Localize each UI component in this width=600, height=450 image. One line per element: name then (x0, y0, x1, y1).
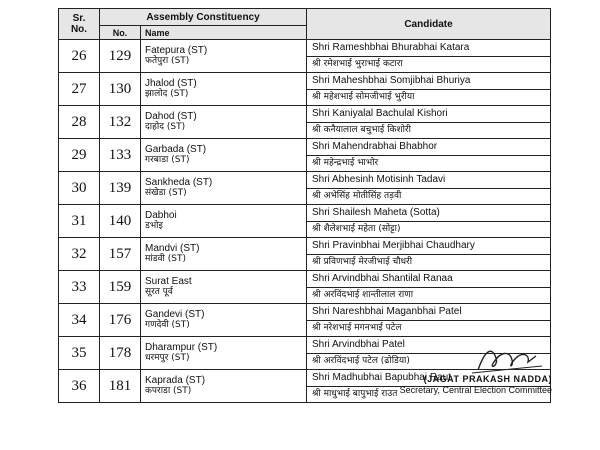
constituency-name-cell (141, 337, 307, 370)
candidate-name-hindi: श्री अरविंदभाई शान्तीलाल राणा (312, 290, 414, 300)
candidate-name-english: Shri Kaniyalal Bachulal Kishori (307, 106, 550, 123)
constituency-name-cell (141, 40, 307, 73)
serial-number: 33 (59, 271, 100, 304)
header-candidate: Candidate (307, 9, 551, 40)
constituency-number: 178 (100, 337, 141, 370)
candidate-name-english: Shri Pravinbhai Merjibhai Chaudhary (307, 238, 550, 255)
header-ac-name: Name (141, 26, 307, 40)
candidate-name-english: Shri Mahendrabhai Bhabhor (307, 139, 550, 156)
constituency-name-hindi: कपराडा (ST) (145, 386, 192, 396)
constituency-name-english: Jhalod (ST) (145, 78, 197, 89)
constituency-number: 133 (100, 139, 141, 172)
serial-number: 36 (59, 370, 100, 403)
table-row (59, 139, 551, 172)
candidate-name-english: Shri Arvindbhai Patel (307, 337, 550, 354)
candidate-name-hindi: श्री रमेशभाई भुराभाई कटारा (312, 59, 403, 69)
candidate-cell (307, 40, 551, 73)
candidate-name-hindi: श्री प्रविणभाई मेरजीभाई चौधरी (312, 257, 413, 267)
candidate-name-hindi: श्री महेन्द्रभाई भाभोर (312, 158, 379, 168)
table-row (59, 205, 551, 238)
constituency-name-hindi: दाहोद (ST) (145, 122, 186, 132)
constituency-number: 129 (100, 40, 141, 73)
candidate-name-english: Shri Nareshbhai Maganbhai Patel (307, 304, 550, 321)
constituency-name-english: Dahod (ST) (145, 111, 197, 122)
table-row (59, 238, 551, 271)
constituency-name-hindi: झालोद (ST) (145, 89, 189, 99)
constituency-name-cell (141, 370, 307, 403)
candidate-cell (307, 172, 551, 205)
constituency-name-cell (141, 106, 307, 139)
constituency-name-cell (141, 304, 307, 337)
serial-number: 26 (59, 40, 100, 73)
serial-number: 35 (59, 337, 100, 370)
candidate-cell (307, 304, 551, 337)
constituency-name-english: Gandevi (ST) (145, 309, 205, 320)
constituency-number: 159 (100, 271, 141, 304)
candidate-cell (307, 205, 551, 238)
constituency-number: 130 (100, 73, 141, 106)
constituency-name-hindi: मांडवी (ST) (145, 254, 186, 264)
candidate-cell (307, 238, 551, 271)
candidate-name-hindi: श्री अरविंदभाई पटेल (ढोडिया) (312, 356, 410, 366)
constituency-name-cell (141, 139, 307, 172)
constituency-name-hindi: फतेपुरा (ST) (145, 56, 190, 66)
constituency-number: 157 (100, 238, 141, 271)
constituency-number: 176 (100, 304, 141, 337)
header-sr (59, 9, 100, 40)
candidate-name-english: Shri Abhesinh Motisinh Tadavi (307, 172, 550, 189)
constituency-name-english: Mandvi (ST) (145, 243, 200, 254)
constituency-name-english: Dabhoi (145, 210, 177, 221)
header-ac-no: No. (100, 26, 141, 40)
constituency-name-english: Dharampur (ST) (145, 342, 218, 353)
candidate-name-english: Shri Shailesh Maheta (Sotta) (307, 205, 550, 222)
header-sr-label: Sr. (72, 13, 86, 24)
candidate-name-english: Shri Maheshbhai Somjibhai Bhuriya (307, 73, 550, 90)
constituency-name-hindi: डभोइ (145, 221, 163, 231)
constituency-name-hindi: सूरत पूर्व (145, 287, 173, 297)
constituency-name-cell (141, 271, 307, 304)
constituency-name-english: Fatepura (ST) (145, 45, 208, 56)
constituency-name-hindi: गणदेवी (ST) (145, 320, 190, 330)
constituency-name-cell (141, 73, 307, 106)
constituency-number: 140 (100, 205, 141, 238)
serial-number: 28 (59, 106, 100, 139)
signer-block (400, 374, 552, 396)
constituency-number: 139 (100, 172, 141, 205)
constituency-name-cell (141, 205, 307, 238)
header-sr-no-label: No. (70, 24, 88, 35)
candidate-name-hindi: श्री माधुभाई बापुभाई राउत (312, 389, 398, 399)
candidate-name-hindi: श्री नरेशभाई मगनभाई पटेल (312, 323, 402, 333)
candidate-name-hindi: श्री कनैयालाल बचुभाई किशोरी (312, 125, 411, 135)
candidate-name-english: Shri Arvindbhai Shantilal Ranaa (307, 271, 550, 288)
constituency-name-hindi: धरमपुर (ST) (145, 353, 190, 363)
candidate-name-english: Shri Madhubhai Bapubhai Raut (307, 370, 550, 387)
table-header-row (59, 9, 551, 26)
table-row (59, 271, 551, 304)
candidate-cell (307, 271, 551, 304)
candidate-name-hindi: श्री शैलेशभाई महेता (सोट्टा) (312, 224, 401, 234)
constituency-name-english: Garbada (ST) (145, 144, 207, 155)
signer-title: Secretary, Central Election Committee (399, 385, 552, 395)
constituency-name-hindi: गरबाडा (ST) (145, 155, 190, 165)
constituency-name-cell (141, 238, 307, 271)
constituency-number: 132 (100, 106, 141, 139)
constituency-name-cell (141, 172, 307, 205)
serial-number: 31 (59, 205, 100, 238)
constituency-name-english: Surat East (145, 276, 192, 287)
serial-number: 30 (59, 172, 100, 205)
candidate-name-hindi: श्री महेशभाई सोमजीभाई भुरीया (312, 92, 415, 102)
candidate-name-hindi: श्री अभेसिंह मोतीसिंह तड़वी (312, 191, 402, 201)
constituency-name-english: Sankheda (ST) (145, 177, 213, 188)
table-row (59, 172, 551, 205)
table-row (59, 40, 551, 73)
candidate-cell (307, 139, 551, 172)
serial-number: 32 (59, 238, 100, 271)
header-assembly: Assembly Constituency (100, 9, 307, 26)
constituency-number: 181 (100, 370, 141, 403)
candidate-name-english: Shri Rameshbhai Bhurabhai Katara (307, 40, 550, 57)
serial-number: 29 (59, 139, 100, 172)
table-row (59, 304, 551, 337)
candidate-cell (307, 106, 551, 139)
candidate-cell (307, 73, 551, 106)
constituency-name-hindi: संखेडा (ST) (145, 188, 187, 198)
signer-name: (JAGAT PRAKASH NADDA) (423, 374, 552, 384)
serial-number: 27 (59, 73, 100, 106)
constituency-name-english: Kaprada (ST) (145, 375, 206, 386)
table-row (59, 106, 551, 139)
table-row (59, 73, 551, 106)
serial-number: 34 (59, 304, 100, 337)
